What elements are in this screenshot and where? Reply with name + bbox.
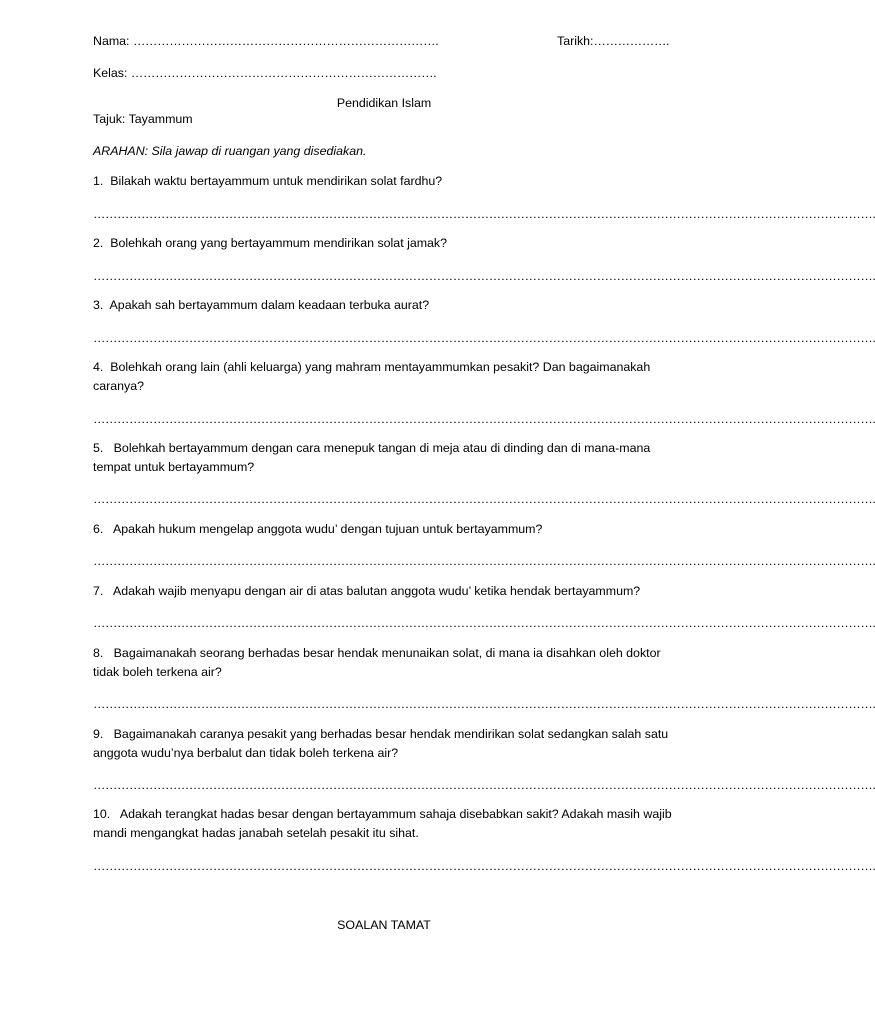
question-number: 7. xyxy=(93,584,104,598)
question-6 xyxy=(93,520,683,539)
instruction: ARAHAN: Sila jawap di ruangan yang disediakan. xyxy=(93,144,367,158)
answer-line-3[interactable]: ……………………………………………………………………………………………………………………………………………………………………………. xyxy=(93,331,875,345)
question-text: Adakah wajib menyapu dengan air di atas balutan anggota wudu’ ketika hendak bertayammum? xyxy=(113,584,641,598)
name-field[interactable] xyxy=(93,33,438,49)
question-2 xyxy=(93,234,683,253)
answer-line-8[interactable]: ……………………………………………………………………………………………………………………………………………………………………………. xyxy=(93,697,875,711)
question-number: 4. xyxy=(93,360,104,374)
name-dots: …………………………………………………………………. xyxy=(132,34,439,48)
date-dots: ………………. xyxy=(593,34,670,48)
question-number: 6. xyxy=(93,522,104,536)
question-text: Bolehkah orang lain (ahli keluarga) yang mahram mentayammumkan pesakit? Dan bagaimanakah caranya? xyxy=(93,360,651,393)
question-number: 9. xyxy=(93,727,104,741)
class-field[interactable] xyxy=(93,65,436,81)
question-10 xyxy=(93,805,683,843)
question-number: 3. xyxy=(93,298,104,312)
class-label: Kelas: xyxy=(93,66,128,80)
end-of-questions: SOALAN TAMAT xyxy=(337,918,431,932)
date-label: Tarikh: xyxy=(557,34,594,48)
question-text: Bilakah waktu bertayammum untuk mendirikan solat fardhu? xyxy=(110,174,443,188)
question-1 xyxy=(93,172,683,191)
answer-line-7[interactable]: ……………………………………………………………………………………………………………………………………………………………………………. xyxy=(93,616,875,630)
question-7 xyxy=(93,582,683,601)
date-field[interactable] xyxy=(557,33,669,49)
question-text: Apakah sah bertayammum dalam keadaan terbuka aurat? xyxy=(109,298,430,312)
topic-title: Tajuk: Tayammum xyxy=(93,112,193,126)
answer-line-4[interactable]: ……………………………………………………………………………………………………………………………………………………………………………. xyxy=(93,412,875,426)
question-4 xyxy=(93,358,683,396)
question-9 xyxy=(93,725,683,763)
question-number: 5. xyxy=(93,441,104,455)
name-label: Nama: xyxy=(93,34,130,48)
question-number: 1. xyxy=(93,174,104,188)
question-text: Bolehkah orang yang bertayammum mendirikan solat jamak? xyxy=(110,236,448,250)
question-number: 2. xyxy=(93,236,104,250)
question-5 xyxy=(93,439,683,477)
question-text: Bagaimanakah seorang berhadas besar hendak menunaikan solat, di mana ia disahkan oleh doktor tidak boleh terkena air? xyxy=(93,646,661,679)
answer-line-2[interactable]: ……………………………………………………………………………………………………………………………………………………………………………. xyxy=(93,269,875,283)
answer-line-6[interactable]: ……………………………………………………………………………………………………………………………………………………………………………. xyxy=(93,554,875,568)
question-text: Bolehkah bertayammum dengan cara menepuk tangan di meja atau di dinding dan di mana-mana tempat untuk bertayammum? xyxy=(93,441,651,474)
question-text: Adakah terangkat hadas besar dengan bertayammum sahaja disebabkan sakit? Adakah masih wajib mandi mengangkat hadas janabah setelah pesakit itu sihat. xyxy=(93,807,672,840)
subject-title: Pendidikan Islam xyxy=(336,96,432,110)
question-text: Apakah hukum mengelap anggota wudu’ dengan tujuan untuk bertayammum? xyxy=(113,522,543,536)
answer-line-9[interactable]: ……………………………………………………………………………………………………………………………………………………………………………. xyxy=(93,778,875,792)
question-number: 8. xyxy=(93,646,104,660)
answer-line-1[interactable]: ……………………………………………………………………………………………………………………………………………………………………………. xyxy=(93,207,875,221)
question-3 xyxy=(93,296,683,315)
question-number: 10. xyxy=(93,807,111,821)
question-8 xyxy=(93,644,683,682)
class-dots: …………………………………………………………………. xyxy=(130,66,437,80)
answer-line-10[interactable]: ……………………………………………………………………………………………………………………………………………………………………………. xyxy=(93,859,875,873)
question-text: Bagaimanakah caranya pesakit yang berhadas besar hendak mendirikan solat sedangkan salah satu anggota wudu’nya berbalut dan tidak boleh terkena air? xyxy=(93,727,669,760)
answer-line-5[interactable]: ……………………………………………………………………………………………………………………………………………………………………………. xyxy=(93,492,875,506)
